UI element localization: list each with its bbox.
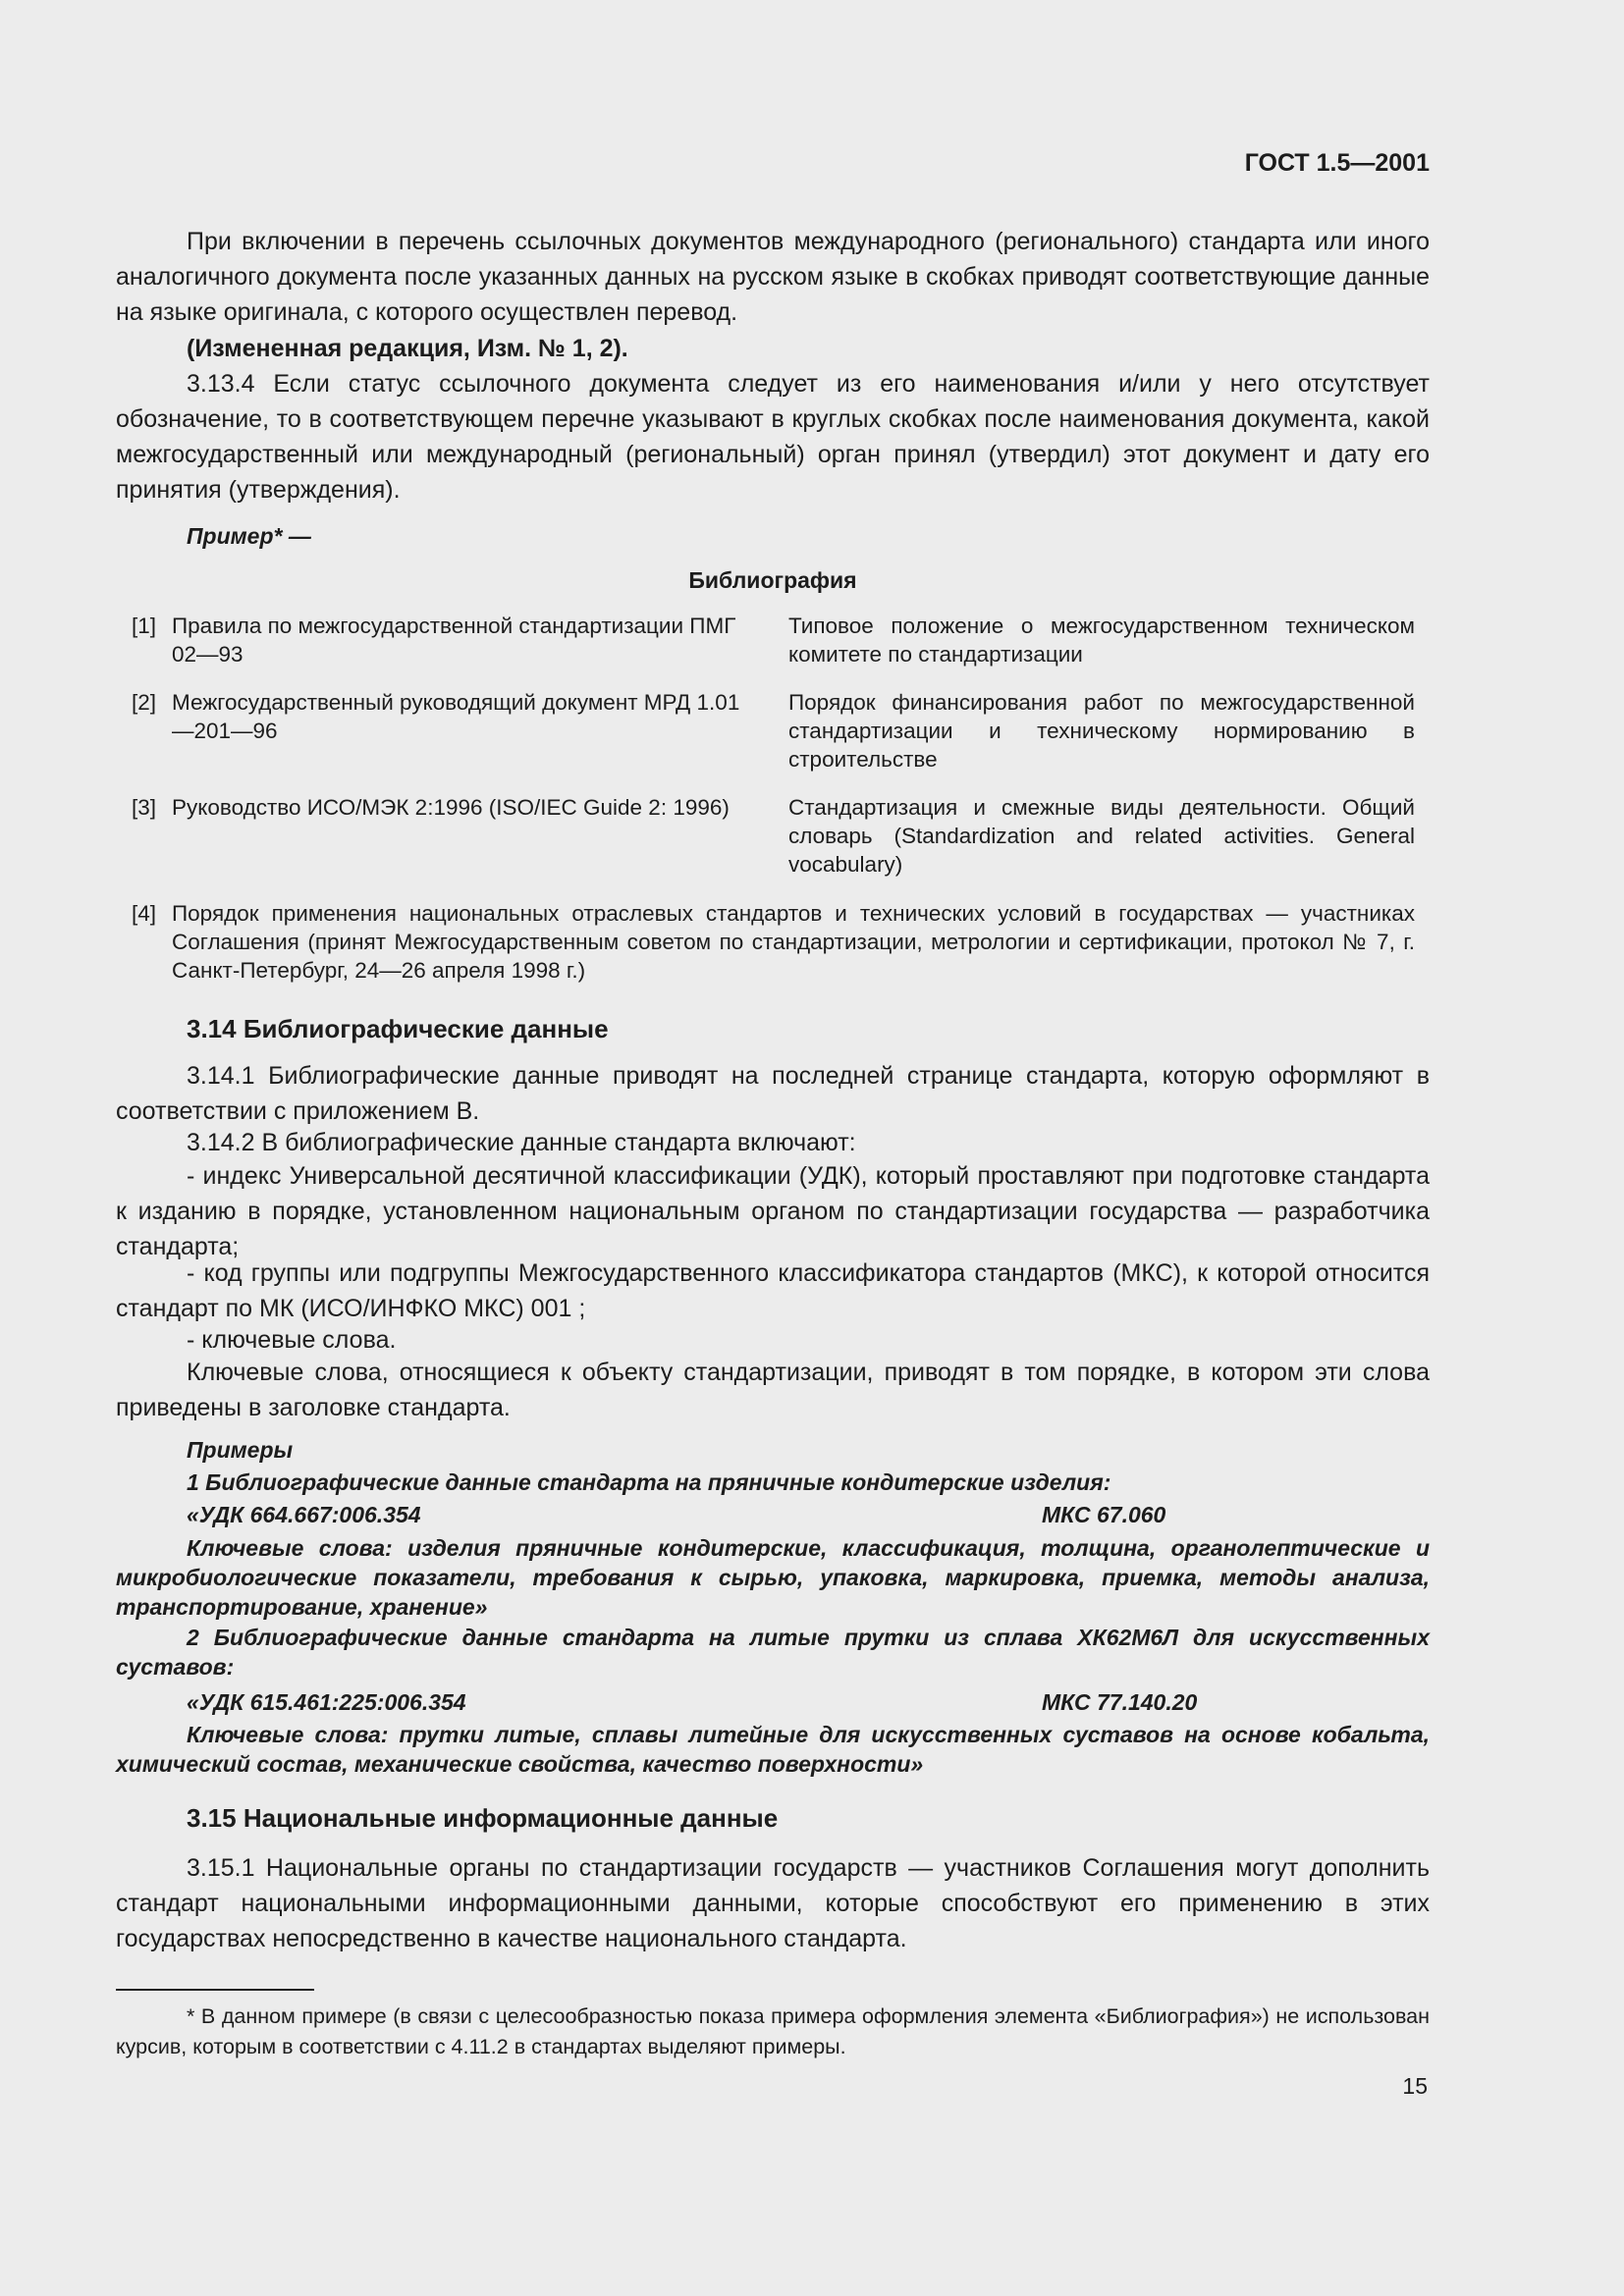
paragraph-3-13-4: 3.13.4 Если статус ссылочного документа следует из его наименования и/или у него отсутствует обозначение, то в соответствующем перечне указывают в круглых скобках после наименования документа, какой межгосударственный или международный (региональный) орган принял (утвердил) этот документ и дату его принятия (утверждения). bbox=[116, 370, 1430, 504]
example-1-udk: «УДК 664.667:006.354 bbox=[187, 1502, 421, 1527]
paragraph-3-15-1: 3.15.1 Национальные органы по стандартизации государств — участников Соглашения могут дополнить стандарт национальными информационными данными, которые способствуют его применению в этих государствах непосредственно в качестве национального стандарта. bbox=[116, 1854, 1430, 1952]
bib-entry-designation: Руководство ИСО/МЭК 2:1996 (ISO/IEC Guide 2: 1996) bbox=[172, 795, 730, 820]
amendment-note: (Измененная редакция, Изм. № 1, 2). bbox=[187, 335, 628, 362]
section-3-14-heading: 3.14 Библиографические данные bbox=[187, 1014, 609, 1043]
footnote-text: * В данном примере (в связи с целесообразностью показа примера оформления элемента «Библиография») не использован курсив, которым в соответствии с 4.11.2 в стандартах выделяют примеры. bbox=[116, 2004, 1430, 2058]
bibliography-title: Библиография bbox=[688, 567, 857, 593]
list-item-keywords: - ключевые слова. bbox=[187, 1326, 397, 1354]
bib-entry-number: [4] bbox=[132, 901, 157, 926]
bib-entry-number: [2] bbox=[132, 690, 157, 715]
example-label: Пример* — bbox=[187, 523, 311, 549]
example-2-udk: «УДК 615.461:225:006.354 bbox=[187, 1689, 466, 1715]
section-3-15-heading: 3.15 Национальные информационные данные bbox=[187, 1803, 779, 1833]
footnote-divider bbox=[116, 1989, 314, 1991]
paragraph-original-language: При включении в перечень ссылочных документов международного (регионального) стандарта или иного аналогичного документа после указанных данных на русском языке в скобках приводят соответствующие данные на языке оригинала, с которого осуществлен перевод. bbox=[116, 228, 1430, 326]
paragraph-3-14-2: 3.14.2 В библиографические данные стандарта включают: bbox=[187, 1129, 856, 1156]
bib-entry-full: Порядок применения национальных отраслевых стандартов и технических условий в государствах — участниках Соглашения (принят Межгосударственным советом по стандартизации, метрологии и сертификации, протокол № 7, г. Санкт-Петербург, 24—26 апреля 1998 г.) bbox=[172, 901, 1415, 983]
document-code-header: ГОСТ 1.5—2001 bbox=[1244, 149, 1430, 177]
example-2-keywords: Ключевые слова: прутки литые, сплавы литейные для искусственных суставов на основе кобальта, химический состав, механические свойства, качество поверхности» bbox=[116, 1722, 1430, 1777]
example-2-mks: МКС 77.140.20 bbox=[1042, 1689, 1198, 1715]
list-item-mks: - код группы или подгруппы Межгосударственного классификатора стандартов (МКС), к которой относится стандарт по МК (ИСО/ИНФКО МКС) 001 ; bbox=[116, 1259, 1430, 1322]
bib-entry-number: [1] bbox=[132, 614, 157, 638]
bib-entry-designation: Межгосударственный руководящий документ МРД 1.01—201—96 bbox=[172, 690, 740, 743]
bib-entry-number: [3] bbox=[132, 795, 157, 820]
bib-entry-designation: Правила по межгосударственной стандартизации ПМГ 02—93 bbox=[172, 614, 736, 667]
example-2-title: 2 Библиографические данные стандарта на литые прутки из сплава ХК62М6Л для искусственных суставов: bbox=[116, 1625, 1430, 1680]
example-1-keywords: Ключевые слова: изделия пряничные кондитерские, классификация, толщина, органолептические и микробиологические показатели, требования к сырью, упаковка, маркировка, приемка, методы анализа, транспортирование, хранение» bbox=[116, 1535, 1430, 1620]
bib-entry-title: Стандартизация и смежные виды деятельности. Общий словарь (Standardization and related activities. General vocabulary) bbox=[788, 795, 1415, 877]
paragraph-keywords: Ключевые слова, относящиеся к объекту стандартизации, приводят в том порядке, в котором эти слова приведены в заголовке стандарта. bbox=[116, 1359, 1430, 1421]
example-1-mks: МКС 67.060 bbox=[1042, 1502, 1166, 1527]
examples-label: Примеры bbox=[187, 1437, 294, 1463]
list-item-udk: - индекс Универсальной десятичной классификации (УДК), который проставляют при подготовке стандарта к изданию в порядке, установленном национальным органом по стандартизации государства — разработчика стандарта; bbox=[116, 1162, 1430, 1260]
paragraph-3-14-1: 3.14.1 Библиографические данные приводят на последней странице стандарта, которую оформляют в соответствии с приложением В. bbox=[116, 1062, 1430, 1125]
bib-entry-title: Типовое положение о межгосударственном техническом комитете по стандартизации bbox=[788, 614, 1415, 667]
bib-entry-title: Порядок финансирования работ по межгосударственной стандартизации и техническому нормированию в строительстве bbox=[788, 690, 1415, 772]
page-number: 15 bbox=[1402, 2073, 1428, 2099]
example-1-title: 1 Библиографические данные стандарта на пряничные кондитерские изделия: bbox=[187, 1469, 1111, 1495]
